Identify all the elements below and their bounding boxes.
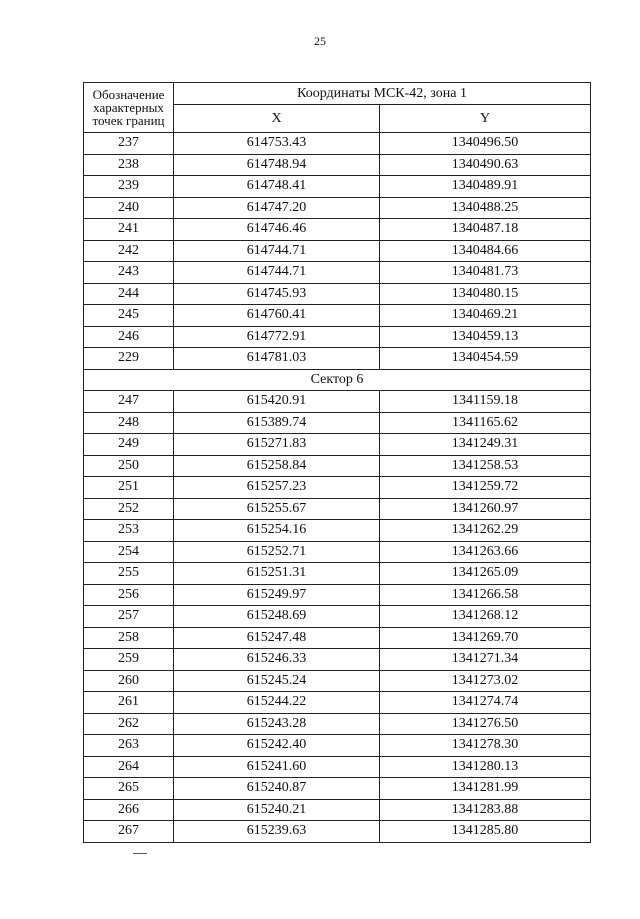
- table-row: [84, 778, 591, 800]
- y-coordinate-cell: 1340469.21: [380, 305, 591, 327]
- point-id-cell: 254: [84, 541, 174, 563]
- table-body: [84, 133, 591, 843]
- point-id-cell: 248: [84, 412, 174, 434]
- point-id-cell: 249: [84, 434, 174, 456]
- x-coordinate-cell: 615420.91: [174, 391, 380, 413]
- y-coordinate-cell: 1340459.13: [380, 326, 591, 348]
- point-id-cell: 242: [84, 240, 174, 262]
- y-coordinate-cell: 1341276.50: [380, 713, 591, 735]
- point-id-cell: 239: [84, 176, 174, 198]
- x-coordinate-cell: 615243.28: [174, 713, 380, 735]
- y-coordinate-cell: 1341263.66: [380, 541, 591, 563]
- y-coordinate-cell: 1341165.62: [380, 412, 591, 434]
- y-coordinate-cell: 1340481.73: [380, 262, 591, 284]
- table-row: [84, 283, 591, 305]
- header-line-3: точек границ: [92, 113, 165, 128]
- table-row: [84, 606, 591, 628]
- x-coordinate-cell: 614781.03: [174, 348, 380, 370]
- header-line-1: Обозначение: [92, 87, 165, 102]
- table-row: [84, 455, 591, 477]
- table-row: [84, 434, 591, 456]
- table-row: [84, 154, 591, 176]
- point-id-cell: 250: [84, 455, 174, 477]
- x-coordinate-cell: 615247.48: [174, 627, 380, 649]
- table-row: [84, 627, 591, 649]
- y-coordinate-cell: 1341268.12: [380, 606, 591, 628]
- point-id-cell: 238: [84, 154, 174, 176]
- x-coordinate-cell: 615240.87: [174, 778, 380, 800]
- coordinates-table: [83, 82, 591, 843]
- footer-mark: [133, 853, 147, 854]
- table-row: [84, 240, 591, 262]
- coordinates-system-header: Координаты МСК-42, зона 1: [174, 83, 591, 105]
- y-coordinate-cell: 1340487.18: [380, 219, 591, 241]
- y-coordinate-cell: 1340480.15: [380, 283, 591, 305]
- y-column-header: Y: [380, 105, 591, 133]
- y-coordinate-cell: 1340454.59: [380, 348, 591, 370]
- x-coordinate-cell: 614746.46: [174, 219, 380, 241]
- point-id-cell: 266: [84, 799, 174, 821]
- point-id-cell: 267: [84, 821, 174, 843]
- point-designation-header: [84, 83, 174, 133]
- y-coordinate-cell: 1341285.80: [380, 821, 591, 843]
- point-id-cell: 259: [84, 649, 174, 671]
- y-coordinate-cell: 1341266.58: [380, 584, 591, 606]
- x-coordinate-cell: 614744.71: [174, 240, 380, 262]
- table-row: [84, 563, 591, 585]
- point-id-cell: 256: [84, 584, 174, 606]
- y-coordinate-cell: 1341281.99: [380, 778, 591, 800]
- y-coordinate-cell: 1340490.63: [380, 154, 591, 176]
- x-coordinate-cell: 614760.41: [174, 305, 380, 327]
- x-coordinate-cell: 615249.97: [174, 584, 380, 606]
- point-id-cell: 253: [84, 520, 174, 542]
- point-id-cell: 265: [84, 778, 174, 800]
- point-id-cell: 251: [84, 477, 174, 499]
- y-coordinate-cell: 1341283.88: [380, 799, 591, 821]
- x-coordinate-cell: 615248.69: [174, 606, 380, 628]
- y-coordinate-cell: 1340484.66: [380, 240, 591, 262]
- x-coordinate-cell: 615251.31: [174, 563, 380, 585]
- x-coordinate-cell: 615254.16: [174, 520, 380, 542]
- table-row: [84, 133, 591, 155]
- y-coordinate-cell: 1341280.13: [380, 756, 591, 778]
- point-id-cell: 260: [84, 670, 174, 692]
- x-coordinate-cell: 614745.93: [174, 283, 380, 305]
- x-coordinate-cell: 614748.94: [174, 154, 380, 176]
- table-row: [84, 799, 591, 821]
- point-id-cell: 264: [84, 756, 174, 778]
- table-row: [84, 176, 591, 198]
- table-row: [84, 348, 591, 370]
- x-coordinate-cell: 615252.71: [174, 541, 380, 563]
- x-coordinate-cell: 615245.24: [174, 670, 380, 692]
- y-coordinate-cell: 1341249.31: [380, 434, 591, 456]
- table-row: [84, 584, 591, 606]
- table-row: [84, 520, 591, 542]
- x-coordinate-cell: 615255.67: [174, 498, 380, 520]
- table-row: [84, 305, 591, 327]
- y-coordinate-cell: 1341258.53: [380, 455, 591, 477]
- y-coordinate-cell: 1341259.72: [380, 477, 591, 499]
- x-coordinate-cell: 614744.71: [174, 262, 380, 284]
- y-coordinate-cell: 1341278.30: [380, 735, 591, 757]
- table-row: [84, 477, 591, 499]
- table-row: [84, 498, 591, 520]
- y-coordinate-cell: 1340496.50: [380, 133, 591, 155]
- point-id-cell: 246: [84, 326, 174, 348]
- table-row: [84, 412, 591, 434]
- page-number: 25: [314, 34, 326, 48]
- table-row: [84, 670, 591, 692]
- table-row: [84, 326, 591, 348]
- y-coordinate-cell: 1341274.74: [380, 692, 591, 714]
- y-coordinate-cell: 1340489.91: [380, 176, 591, 198]
- x-coordinate-cell: 615240.21: [174, 799, 380, 821]
- y-coordinate-cell: 1341262.29: [380, 520, 591, 542]
- table-row: [84, 541, 591, 563]
- x-coordinate-cell: 615244.22: [174, 692, 380, 714]
- point-id-cell: 245: [84, 305, 174, 327]
- table-row: [84, 219, 591, 241]
- table-row: [84, 391, 591, 413]
- table-row: [84, 197, 591, 219]
- y-coordinate-cell: 1340488.25: [380, 197, 591, 219]
- x-coordinate-cell: 615271.83: [174, 434, 380, 456]
- point-id-cell: 262: [84, 713, 174, 735]
- x-coordinate-cell: 615246.33: [174, 649, 380, 671]
- y-coordinate-cell: 1341159.18: [380, 391, 591, 413]
- section-label: Сектор 6: [84, 369, 591, 391]
- x-coordinate-cell: 614772.91: [174, 326, 380, 348]
- x-coordinate-cell: 615257.23: [174, 477, 380, 499]
- y-coordinate-cell: 1341273.02: [380, 670, 591, 692]
- point-id-cell: 243: [84, 262, 174, 284]
- point-id-cell: 252: [84, 498, 174, 520]
- x-coordinate-cell: 615239.63: [174, 821, 380, 843]
- x-column-header: X: [174, 105, 380, 133]
- table-row: [84, 692, 591, 714]
- x-coordinate-cell: 614748.41: [174, 176, 380, 198]
- header-line-2: характерных: [93, 100, 164, 115]
- point-id-cell: 255: [84, 563, 174, 585]
- table-row: [84, 735, 591, 757]
- table-row: [84, 262, 591, 284]
- x-coordinate-cell: 615242.40: [174, 735, 380, 757]
- point-id-cell: 240: [84, 197, 174, 219]
- point-id-cell: 244: [84, 283, 174, 305]
- x-coordinate-cell: 615241.60: [174, 756, 380, 778]
- y-coordinate-cell: 1341265.09: [380, 563, 591, 585]
- point-id-cell: 229: [84, 348, 174, 370]
- point-id-cell: 263: [84, 735, 174, 757]
- table-row: [84, 756, 591, 778]
- x-coordinate-cell: 615389.74: [174, 412, 380, 434]
- y-coordinate-cell: 1341260.97: [380, 498, 591, 520]
- point-id-cell: 247: [84, 391, 174, 413]
- point-id-cell: 261: [84, 692, 174, 714]
- table-row: [84, 713, 591, 735]
- x-coordinate-cell: 615258.84: [174, 455, 380, 477]
- y-coordinate-cell: 1341271.34: [380, 649, 591, 671]
- point-id-cell: 258: [84, 627, 174, 649]
- section-row: [84, 369, 591, 391]
- point-id-cell: 237: [84, 133, 174, 155]
- y-coordinate-cell: 1341269.70: [380, 627, 591, 649]
- x-coordinate-cell: 614753.43: [174, 133, 380, 155]
- point-id-cell: 241: [84, 219, 174, 241]
- table-row: [84, 821, 591, 843]
- table-header: [84, 83, 591, 133]
- point-id-cell: 257: [84, 606, 174, 628]
- table-row: [84, 649, 591, 671]
- x-coordinate-cell: 614747.20: [174, 197, 380, 219]
